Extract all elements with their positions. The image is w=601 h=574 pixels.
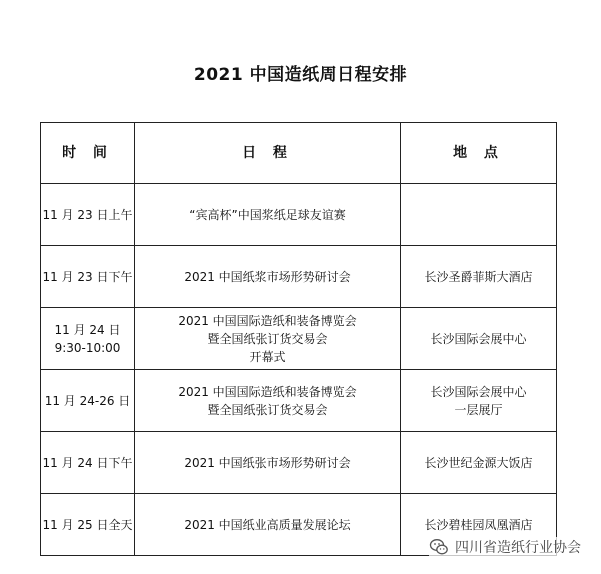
cell-place	[401, 246, 557, 308]
cell-place-line: 长沙圣爵菲斯大酒店	[424, 269, 533, 284]
cell-time-line: 11 月 23 日上午	[42, 207, 133, 222]
table-row	[41, 432, 557, 494]
schedule-table	[40, 122, 557, 556]
cell-event-line: “宾高杯”中国浆纸足球友谊赛	[189, 207, 346, 222]
cell-time	[41, 246, 135, 308]
table-row	[41, 308, 557, 370]
cell-event-line: 2021 中国纸张市场形势研讨会	[184, 455, 351, 470]
cell-place-line: 一层展厅	[454, 402, 503, 417]
cell-event-line: 开幕式	[249, 349, 286, 364]
cell-place	[401, 432, 557, 494]
cell-time-line: 11 月 23 日下午	[42, 269, 133, 284]
header-place: 地 点	[401, 123, 557, 184]
cell-time	[41, 494, 135, 556]
cell-place-line: 长沙碧桂园凤凰酒店	[424, 517, 533, 532]
table-header-row	[41, 123, 557, 184]
cell-event	[135, 308, 401, 370]
table-row	[41, 246, 557, 308]
cell-time	[41, 432, 135, 494]
cell-place-line: 长沙世纪金源大饭店	[424, 455, 533, 470]
cell-event-line: 2021 中国纸业高质量发展论坛	[184, 517, 351, 532]
cell-event-line: 2021 中国国际造纸和装备博览会	[178, 384, 357, 399]
cell-place-line: 长沙国际会展中心	[430, 331, 527, 346]
cell-event	[135, 494, 401, 556]
cell-place	[401, 370, 557, 432]
cell-time-line: 11 月 24 日	[54, 322, 121, 337]
cell-place	[401, 184, 557, 246]
header-event: 日 程	[135, 123, 401, 184]
watermark	[429, 537, 581, 557]
cell-time-line: 11 月 25 日全天	[42, 517, 133, 532]
cell-time-line: 11 月 24 日下午	[42, 455, 133, 470]
cell-event-line: 2021 中国纸浆市场形势研讨会	[184, 269, 351, 284]
cell-event-line: 暨全国纸张订货交易会	[207, 402, 328, 417]
header-time: 时 间	[41, 123, 135, 184]
cell-event-line: 2021 中国国际造纸和装备博览会	[178, 313, 357, 328]
page-title: 2021 中国造纸周日程安排	[193, 65, 408, 85]
cell-event	[135, 432, 401, 494]
cell-time	[41, 184, 135, 246]
cell-event	[135, 370, 401, 432]
cell-place-line: 长沙国际会展中心	[430, 384, 527, 399]
table-row	[41, 370, 557, 432]
watermark-text: 四川省造纸行业协会	[455, 540, 581, 556]
cell-time-line: 9:30-10:00	[54, 340, 121, 355]
cell-time-line: 11 月 24-26 日	[44, 393, 131, 408]
wechat-icon	[429, 537, 449, 557]
cell-event-line: 暨全国纸张订货交易会	[207, 331, 328, 346]
cell-event	[135, 184, 401, 246]
table-row	[41, 184, 557, 246]
cell-place	[401, 308, 557, 370]
cell-time	[41, 370, 135, 432]
cell-time	[41, 308, 135, 370]
cell-event	[135, 246, 401, 308]
